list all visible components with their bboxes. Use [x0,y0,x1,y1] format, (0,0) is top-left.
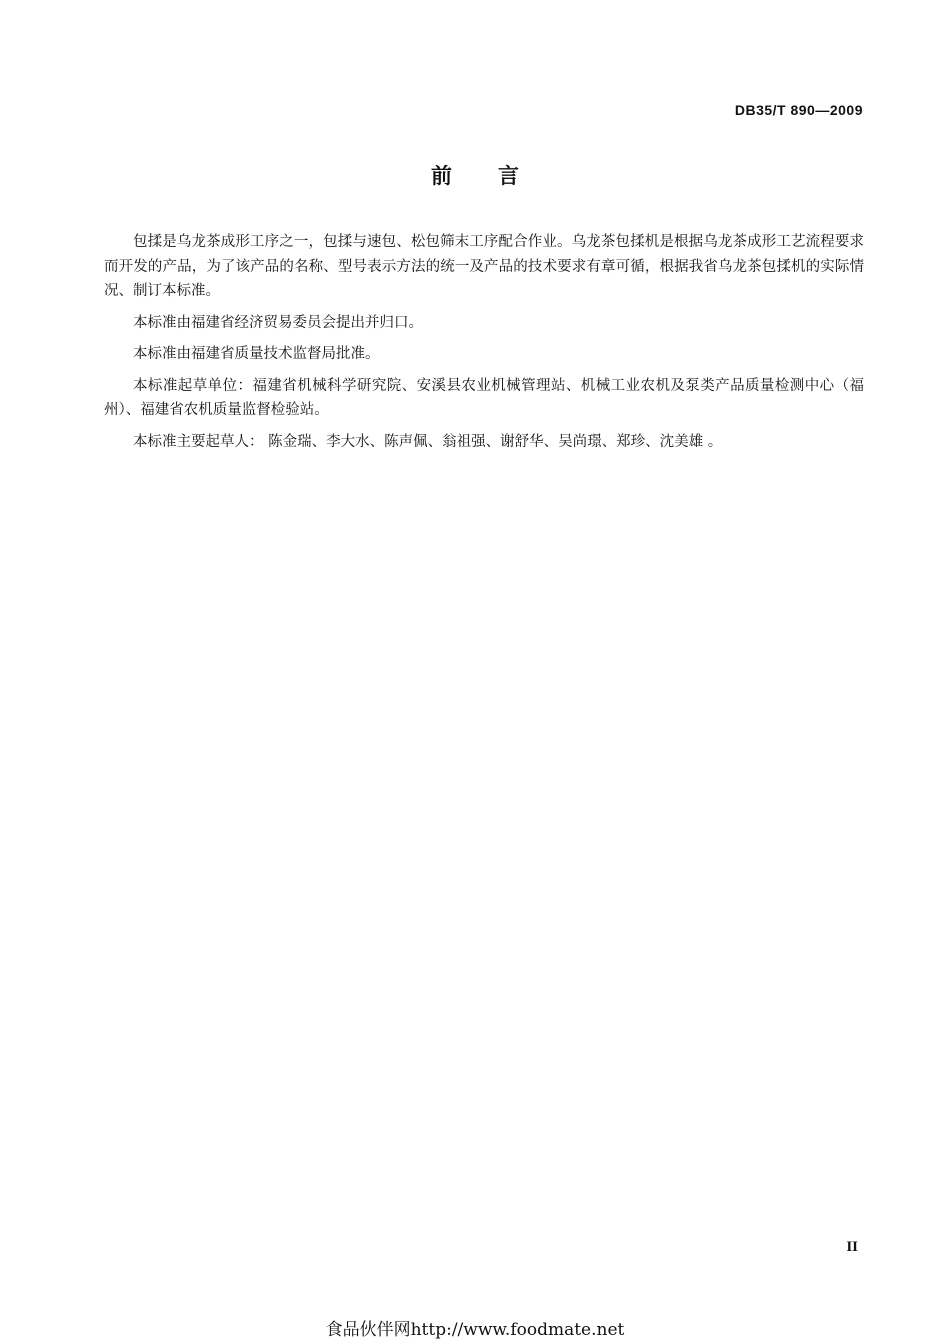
footer-watermark: 食品伙伴网http://www.foodmate.net [325,1320,625,1340]
paragraph-approver: 本标准由福建省质量技术监督局批准。 [133,346,380,362]
standard-code: DB35/T 890—2009 [734,102,863,118]
page-title: 前言 [431,164,565,188]
paragraph-intro: 包揉是乌龙茶成形工序之一，包揉与速包、松包筛末工序配合作业。乌龙茶包揉机是根据乌龙茶成形工艺流程要求而开发的产品，为了该产品的名称、型号表示方法的统一及产品的技术要求有章可循，根据我省乌龙茶包揉机的实际情况、制订本标准。 [104,234,864,299]
paragraph-drafting-units: 本标准起草单位：福建省机械科学研究院、安溪县农业机械管理站、机械工业农机及泵类产品质量检测中心（福州）、福建省农机质量监督检验站。 [104,377,864,418]
paragraph-drafters: 本标准主要起草人： 陈金瑞、李大水、陈声佩、翁祖强、谢舒华、吴尚璟、郑珍、沈美雄 。 [133,433,723,450]
page-number: II [846,1239,858,1255]
foreword-body [104,230,864,461]
paragraph-proposer: 本标准由福建省经济贸易委员会提出并归口。 [133,314,423,331]
